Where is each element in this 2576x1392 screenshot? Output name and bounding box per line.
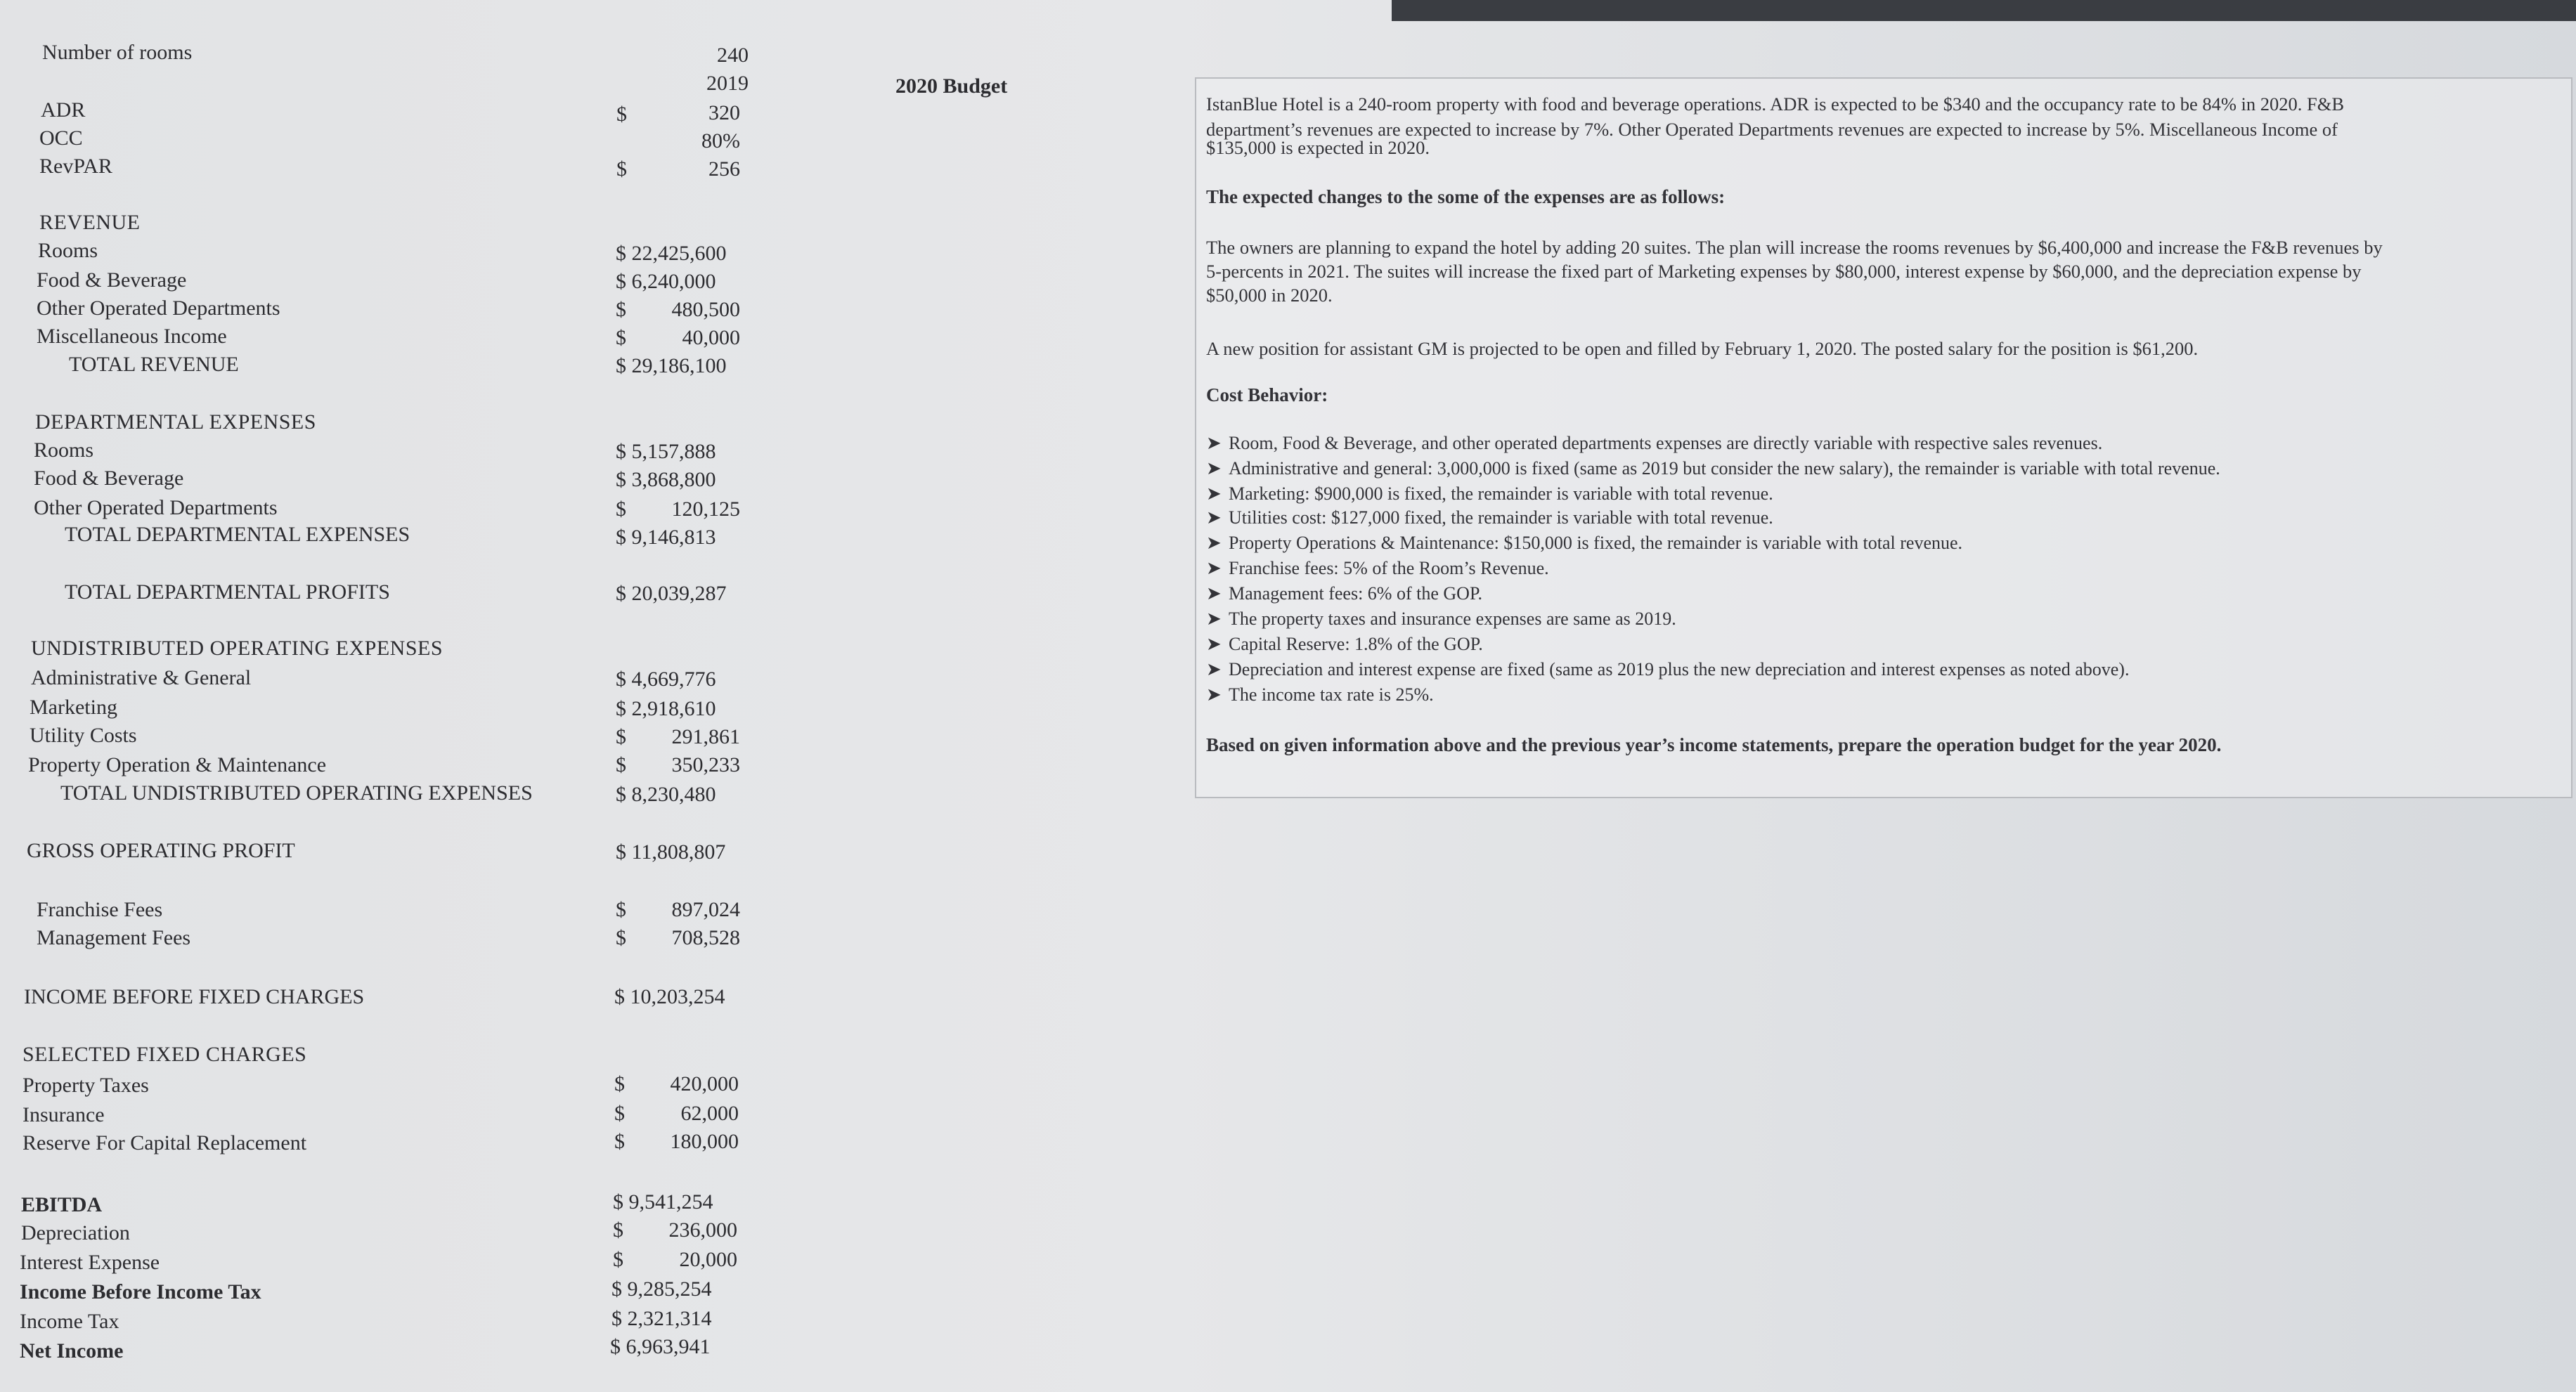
revenue-other-label: Other Operated Departments bbox=[37, 297, 280, 320]
cost-behavior-heading: Cost Behavior: bbox=[1206, 384, 1328, 405]
dept-rooms-value: $ 5,157,888 bbox=[616, 440, 716, 463]
arrow-icon: ➤ bbox=[1206, 483, 1222, 504]
revenue-rooms-label: Rooms bbox=[38, 239, 98, 262]
undist-ag-value: $ 4,669,776 bbox=[616, 668, 716, 691]
arrow-icon: ➤ bbox=[1206, 634, 1222, 654]
arrow-icon: ➤ bbox=[1206, 558, 1222, 578]
bullet-text: The property taxes and insurance expenses are same as 2019. bbox=[1229, 609, 1676, 629]
undist-marketing-label: Marketing bbox=[30, 696, 117, 719]
total-revenue-label: TOTAL REVENUE bbox=[69, 353, 239, 376]
departmental-profit-label: TOTAL DEPARTMENTAL PROFITS bbox=[65, 580, 390, 604]
capital-reserve-label: Reserve For Capital Replacement bbox=[22, 1131, 307, 1154]
property-taxes-value: 420,000 bbox=[670, 1072, 739, 1095]
departmental-heading: DEPARTMENTAL EXPENSES bbox=[35, 410, 316, 434]
revenue-misc-value: 40,000 bbox=[682, 326, 740, 349]
arrow-icon: ➤ bbox=[1206, 659, 1222, 679]
occ-label: OCC bbox=[39, 126, 83, 150]
ibfc-label: INCOME BEFORE FIXED CHARGES bbox=[24, 985, 365, 1008]
rooms-label: Number of rooms bbox=[42, 41, 193, 64]
rooms-value: 240 bbox=[717, 44, 749, 67]
management-fees-symbol: $ bbox=[616, 926, 626, 949]
net-income-value: $ 6,963,941 bbox=[610, 1335, 711, 1358]
undist-pom-label: Property Operation & Maintenance bbox=[28, 753, 327, 776]
arrow-icon: ➤ bbox=[1206, 533, 1222, 553]
bullet-item bbox=[1206, 659, 2129, 680]
fixed-charges-heading: SELECTED FIXED CHARGES bbox=[22, 1043, 307, 1066]
dept-fb-label: Food & Beverage bbox=[34, 467, 184, 490]
insurance-value: 62,000 bbox=[680, 1102, 739, 1125]
bullet-text: Depreciation and interest expense are fixed (same as 2019 plus the new depreciation and interest expenses as noted above). bbox=[1229, 659, 2130, 679]
dept-fb-value: $ 3,868,800 bbox=[616, 468, 716, 491]
adr-value: 320 bbox=[708, 101, 740, 124]
interest-label: Interest Expense bbox=[20, 1251, 160, 1274]
bullet-item bbox=[1206, 533, 1962, 554]
net-income-label: Net Income bbox=[20, 1339, 124, 1362]
dept-other-value: 120,125 bbox=[671, 497, 740, 521]
owners-line-3: $50,000 in 2020. bbox=[1206, 285, 1333, 306]
gop-value: $ 11,808,807 bbox=[616, 840, 726, 864]
interest-value: 20,000 bbox=[679, 1248, 737, 1271]
revenue-heading: REVENUE bbox=[39, 211, 141, 234]
revpar-value: 256 bbox=[708, 157, 740, 181]
bullet-text: Franchise fees: 5% of the Room’s Revenue. bbox=[1229, 558, 1549, 578]
insurance-symbol: $ bbox=[614, 1102, 625, 1125]
arrow-icon: ➤ bbox=[1206, 583, 1222, 604]
revenue-other-value: 480,500 bbox=[671, 298, 740, 321]
total-undistributed-value: $ 8,230,480 bbox=[616, 783, 716, 806]
revenue-misc-label: Miscellaneous Income bbox=[37, 325, 227, 348]
capital-reserve-symbol: $ bbox=[614, 1130, 625, 1153]
undist-pom-value: 350,233 bbox=[671, 753, 740, 776]
assistant-gm-note: A new position for assistant GM is projected to be open and filled by February 1, 2020. The posted salary for the position is $61,200. bbox=[1206, 338, 2199, 359]
total-departmental-label: TOTAL DEPARTMENTAL EXPENSES bbox=[65, 523, 410, 546]
arrow-icon: ➤ bbox=[1206, 609, 1222, 629]
property-taxes-label: Property Taxes bbox=[22, 1074, 149, 1097]
revenue-fb-label: Food & Beverage bbox=[37, 268, 187, 292]
income-tax-value: $ 2,321,314 bbox=[611, 1307, 712, 1330]
ebitda-label: EBITDA bbox=[21, 1193, 103, 1216]
property-taxes-symbol: $ bbox=[614, 1072, 625, 1095]
undist-marketing-value: $ 2,918,610 bbox=[616, 697, 716, 720]
bullet-text: Capital Reserve: 1.8% of the GOP. bbox=[1229, 634, 1483, 654]
arrow-icon: ➤ bbox=[1206, 684, 1222, 705]
depreciation-symbol: $ bbox=[613, 1218, 623, 1242]
management-fees-label: Management Fees bbox=[37, 926, 191, 949]
arrow-icon: ➤ bbox=[1206, 458, 1222, 479]
undist-utility-symbol: $ bbox=[616, 725, 626, 748]
bullet-item bbox=[1206, 483, 1773, 505]
intro-line-3: $135,000 is expected in 2020. bbox=[1206, 137, 1430, 158]
undist-utility-value: 291,861 bbox=[671, 725, 740, 748]
undist-ag-label: Administrative & General bbox=[31, 666, 252, 689]
revpar-label: RevPAR bbox=[39, 155, 112, 178]
bullet-item bbox=[1206, 583, 1482, 604]
capital-reserve-value: 180,000 bbox=[670, 1130, 739, 1153]
total-undistributed-label: TOTAL UNDISTRIBUTED OPERATING EXPENSES bbox=[60, 781, 533, 805]
ibit-label: Income Before Income Tax bbox=[20, 1280, 261, 1303]
bullet-text: The income tax rate is 25%. bbox=[1229, 684, 1434, 705]
gop-label: GROSS OPERATING PROFIT bbox=[27, 839, 295, 862]
ibfc-value: $ 10,203,254 bbox=[614, 985, 725, 1008]
bullet-text: Utilities cost: $127,000 fixed, the remainder is variable with total revenue. bbox=[1229, 507, 1773, 528]
occ-value: 80% bbox=[701, 129, 740, 152]
bullet-item bbox=[1206, 684, 1434, 705]
owners-line-2: 5-percents in 2021. The suites will increase the fixed part of Marketing expenses by $80,000, interest expense by $60,000, and the depreciation expense by bbox=[1206, 261, 2362, 282]
task-instruction: Based on given information above and the previous year’s income statements, prepare the operation budget for the year 2020. bbox=[1206, 734, 2222, 755]
adr-symbol: $ bbox=[616, 103, 627, 126]
revenue-rooms-value: $ 22,425,600 bbox=[616, 242, 727, 265]
undist-pom-symbol: $ bbox=[616, 753, 626, 776]
bullet-item bbox=[1206, 433, 2102, 454]
year-value: 2019 bbox=[706, 72, 749, 95]
window-top-edge bbox=[1392, 0, 2576, 21]
ebitda-value: $ 9,541,254 bbox=[613, 1190, 713, 1214]
franchise-fees-label: Franchise Fees bbox=[37, 898, 163, 921]
bullet-text: Marketing: $900,000 is fixed, the remainder is variable with total revenue. bbox=[1229, 483, 1773, 504]
revenue-other-symbol: $ bbox=[616, 298, 626, 321]
undistributed-heading: UNDISTRIBUTED OPERATING EXPENSES bbox=[31, 637, 444, 660]
revenue-misc-symbol: $ bbox=[616, 326, 626, 349]
depreciation-value: 236,000 bbox=[668, 1218, 737, 1242]
bullet-item bbox=[1206, 634, 1483, 655]
bullet-item bbox=[1206, 558, 1549, 579]
franchise-fees-symbol: $ bbox=[616, 898, 626, 921]
budget-title: 2020 Budget bbox=[895, 74, 1008, 98]
dept-other-label: Other Operated Departments bbox=[34, 496, 278, 519]
instructions-box bbox=[1195, 77, 2572, 798]
intro-line-2: department’s revenues are expected to increase by 7%. Other Operated Departments revenues are expected to increase by 5%. Miscellaneous Income of bbox=[1206, 119, 2338, 140]
bullet-text: Administrative and general: 3,000,000 is fixed (same as 2019 but consider the new salary), the remainder is variable with total revenue. bbox=[1229, 458, 2220, 479]
undist-utility-label: Utility Costs bbox=[30, 724, 137, 747]
bullet-text: Property Operations & Maintenance: $150,000 is fixed, the remainder is variable with total revenue. bbox=[1229, 533, 1963, 553]
insurance-label: Insurance bbox=[22, 1103, 105, 1126]
owners-line-1: The owners are planning to expand the hotel by adding 20 suites. The plan will increase the rooms revenues by $6,400,000 and increase the F&B revenues by bbox=[1206, 237, 2383, 258]
bullet-text: Room, Food & Beverage, and other operated departments expenses are directly variable with respective sales revenues. bbox=[1229, 433, 2103, 453]
bullet-text: Management fees: 6% of the GOP. bbox=[1229, 583, 1483, 604]
ibit-value: $ 9,285,254 bbox=[611, 1277, 712, 1301]
arrow-icon: ➤ bbox=[1206, 433, 1222, 453]
total-revenue-value: $ 29,186,100 bbox=[616, 354, 727, 377]
bullet-item bbox=[1206, 609, 1676, 630]
income-tax-label: Income Tax bbox=[20, 1310, 119, 1333]
dept-rooms-label: Rooms bbox=[34, 438, 94, 462]
dept-other-symbol: $ bbox=[616, 497, 626, 521]
bullet-item bbox=[1206, 507, 1773, 528]
bullet-item bbox=[1206, 458, 2220, 479]
interest-symbol: $ bbox=[613, 1248, 623, 1271]
changes-heading: The expected changes to the some of the expenses are as follows: bbox=[1206, 186, 1726, 207]
revenue-fb-value: $ 6,240,000 bbox=[616, 270, 716, 293]
depreciation-label: Depreciation bbox=[21, 1221, 130, 1244]
revpar-symbol: $ bbox=[616, 157, 627, 181]
adr-label: ADR bbox=[41, 98, 86, 122]
arrow-icon: ➤ bbox=[1206, 507, 1222, 528]
departmental-profit-value: $ 20,039,287 bbox=[616, 582, 727, 605]
management-fees-value: 708,528 bbox=[671, 926, 740, 949]
intro-line-1: IstanBlue Hotel is a 240-room property with food and beverage operations. ADR is expected to be $340 and the occupancy rate to be 84% in 2020. F&B bbox=[1206, 93, 2345, 115]
franchise-fees-value: 897,024 bbox=[671, 898, 740, 921]
total-departmental-value: $ 9,146,813 bbox=[616, 526, 716, 549]
